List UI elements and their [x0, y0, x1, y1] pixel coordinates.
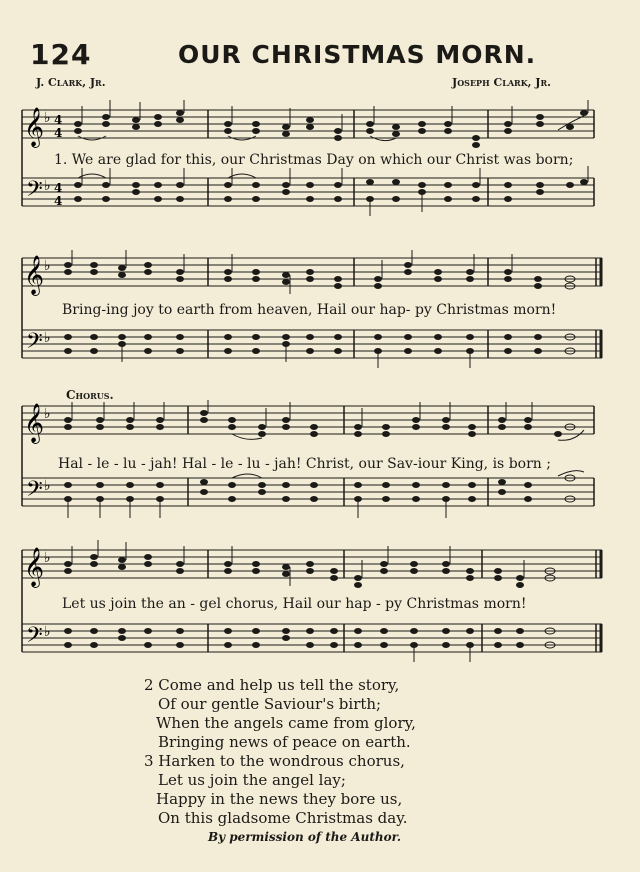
verse-line: Of our gentle Saviour's birth; — [158, 695, 382, 713]
time-signature-icon: 4 — [54, 194, 63, 208]
flat-key-signature-icon: ♭ — [44, 330, 51, 346]
verse-line: 3 Harken to the wondrous chorus, — [144, 752, 405, 770]
page-number: 124 — [30, 38, 92, 71]
flat-key-signature-icon: ♭ — [44, 624, 51, 640]
lyric-line-4: Let us join the an - gel chorus, Hail our hap - py Christmas morn! — [62, 596, 527, 612]
treble-clef-icon: 𝄞 — [24, 255, 45, 295]
verse-line: Bringing news of peace on earth. — [158, 733, 411, 751]
bass-clef-icon: 𝄢 — [26, 329, 43, 359]
bass-clef-icon: 𝄢 — [26, 623, 43, 653]
lyricist-credit: J. Clark, Jr. — [36, 76, 106, 89]
lyric-line-1: 1. We are glad for this, our Christmas Day on which our Christ was born; — [54, 152, 574, 168]
composer-credit: Joseph Clark, Jr. — [452, 76, 551, 89]
hymn-title: OUR CHRISTMAS MORN. — [178, 40, 537, 69]
treble-clef-icon: 𝄞 — [24, 107, 45, 147]
lyric-line-2: Bring-ing joy to earth from heaven, Hail our hap- py Christmas morn! — [62, 302, 557, 318]
flat-key-signature-icon: ♭ — [44, 478, 51, 494]
verse-line: On this gladsome Christmas day. — [158, 809, 408, 827]
additional-verses — [144, 676, 416, 828]
time-signature-icon: 4 — [54, 181, 63, 195]
chorus-label: Chorus. — [66, 388, 114, 402]
time-signature-icon: 4 — [54, 126, 63, 140]
verse-line: 2 Come and help us tell the story, — [144, 676, 400, 694]
lyric-line-3: Hal - le - lu - jah! Hal - le - lu - jah! Christ, our Sav-iour King, is born ; — [58, 456, 551, 472]
flat-key-signature-icon: ♭ — [44, 406, 51, 422]
flat-key-signature-icon: ♭ — [44, 110, 51, 126]
bass-clef-icon: 𝄢 — [26, 477, 43, 507]
flat-key-signature-icon: ♭ — [44, 178, 51, 194]
verse-line: Let us join the angel lay; — [158, 771, 346, 789]
flat-key-signature-icon: ♭ — [44, 550, 51, 566]
treble-clef-icon: 𝄞 — [24, 403, 45, 443]
verse-line: When the angels came from glory, — [156, 714, 416, 732]
flat-key-signature-icon: ♭ — [44, 258, 51, 274]
verse-line: Happy in the news they bore us, — [156, 790, 403, 808]
permission-note: By permission of the Author. — [208, 830, 402, 844]
bass-clef-icon: 𝄢 — [26, 177, 43, 207]
time-signature-icon: 4 — [54, 113, 63, 127]
treble-clef-icon: 𝄞 — [24, 547, 45, 587]
